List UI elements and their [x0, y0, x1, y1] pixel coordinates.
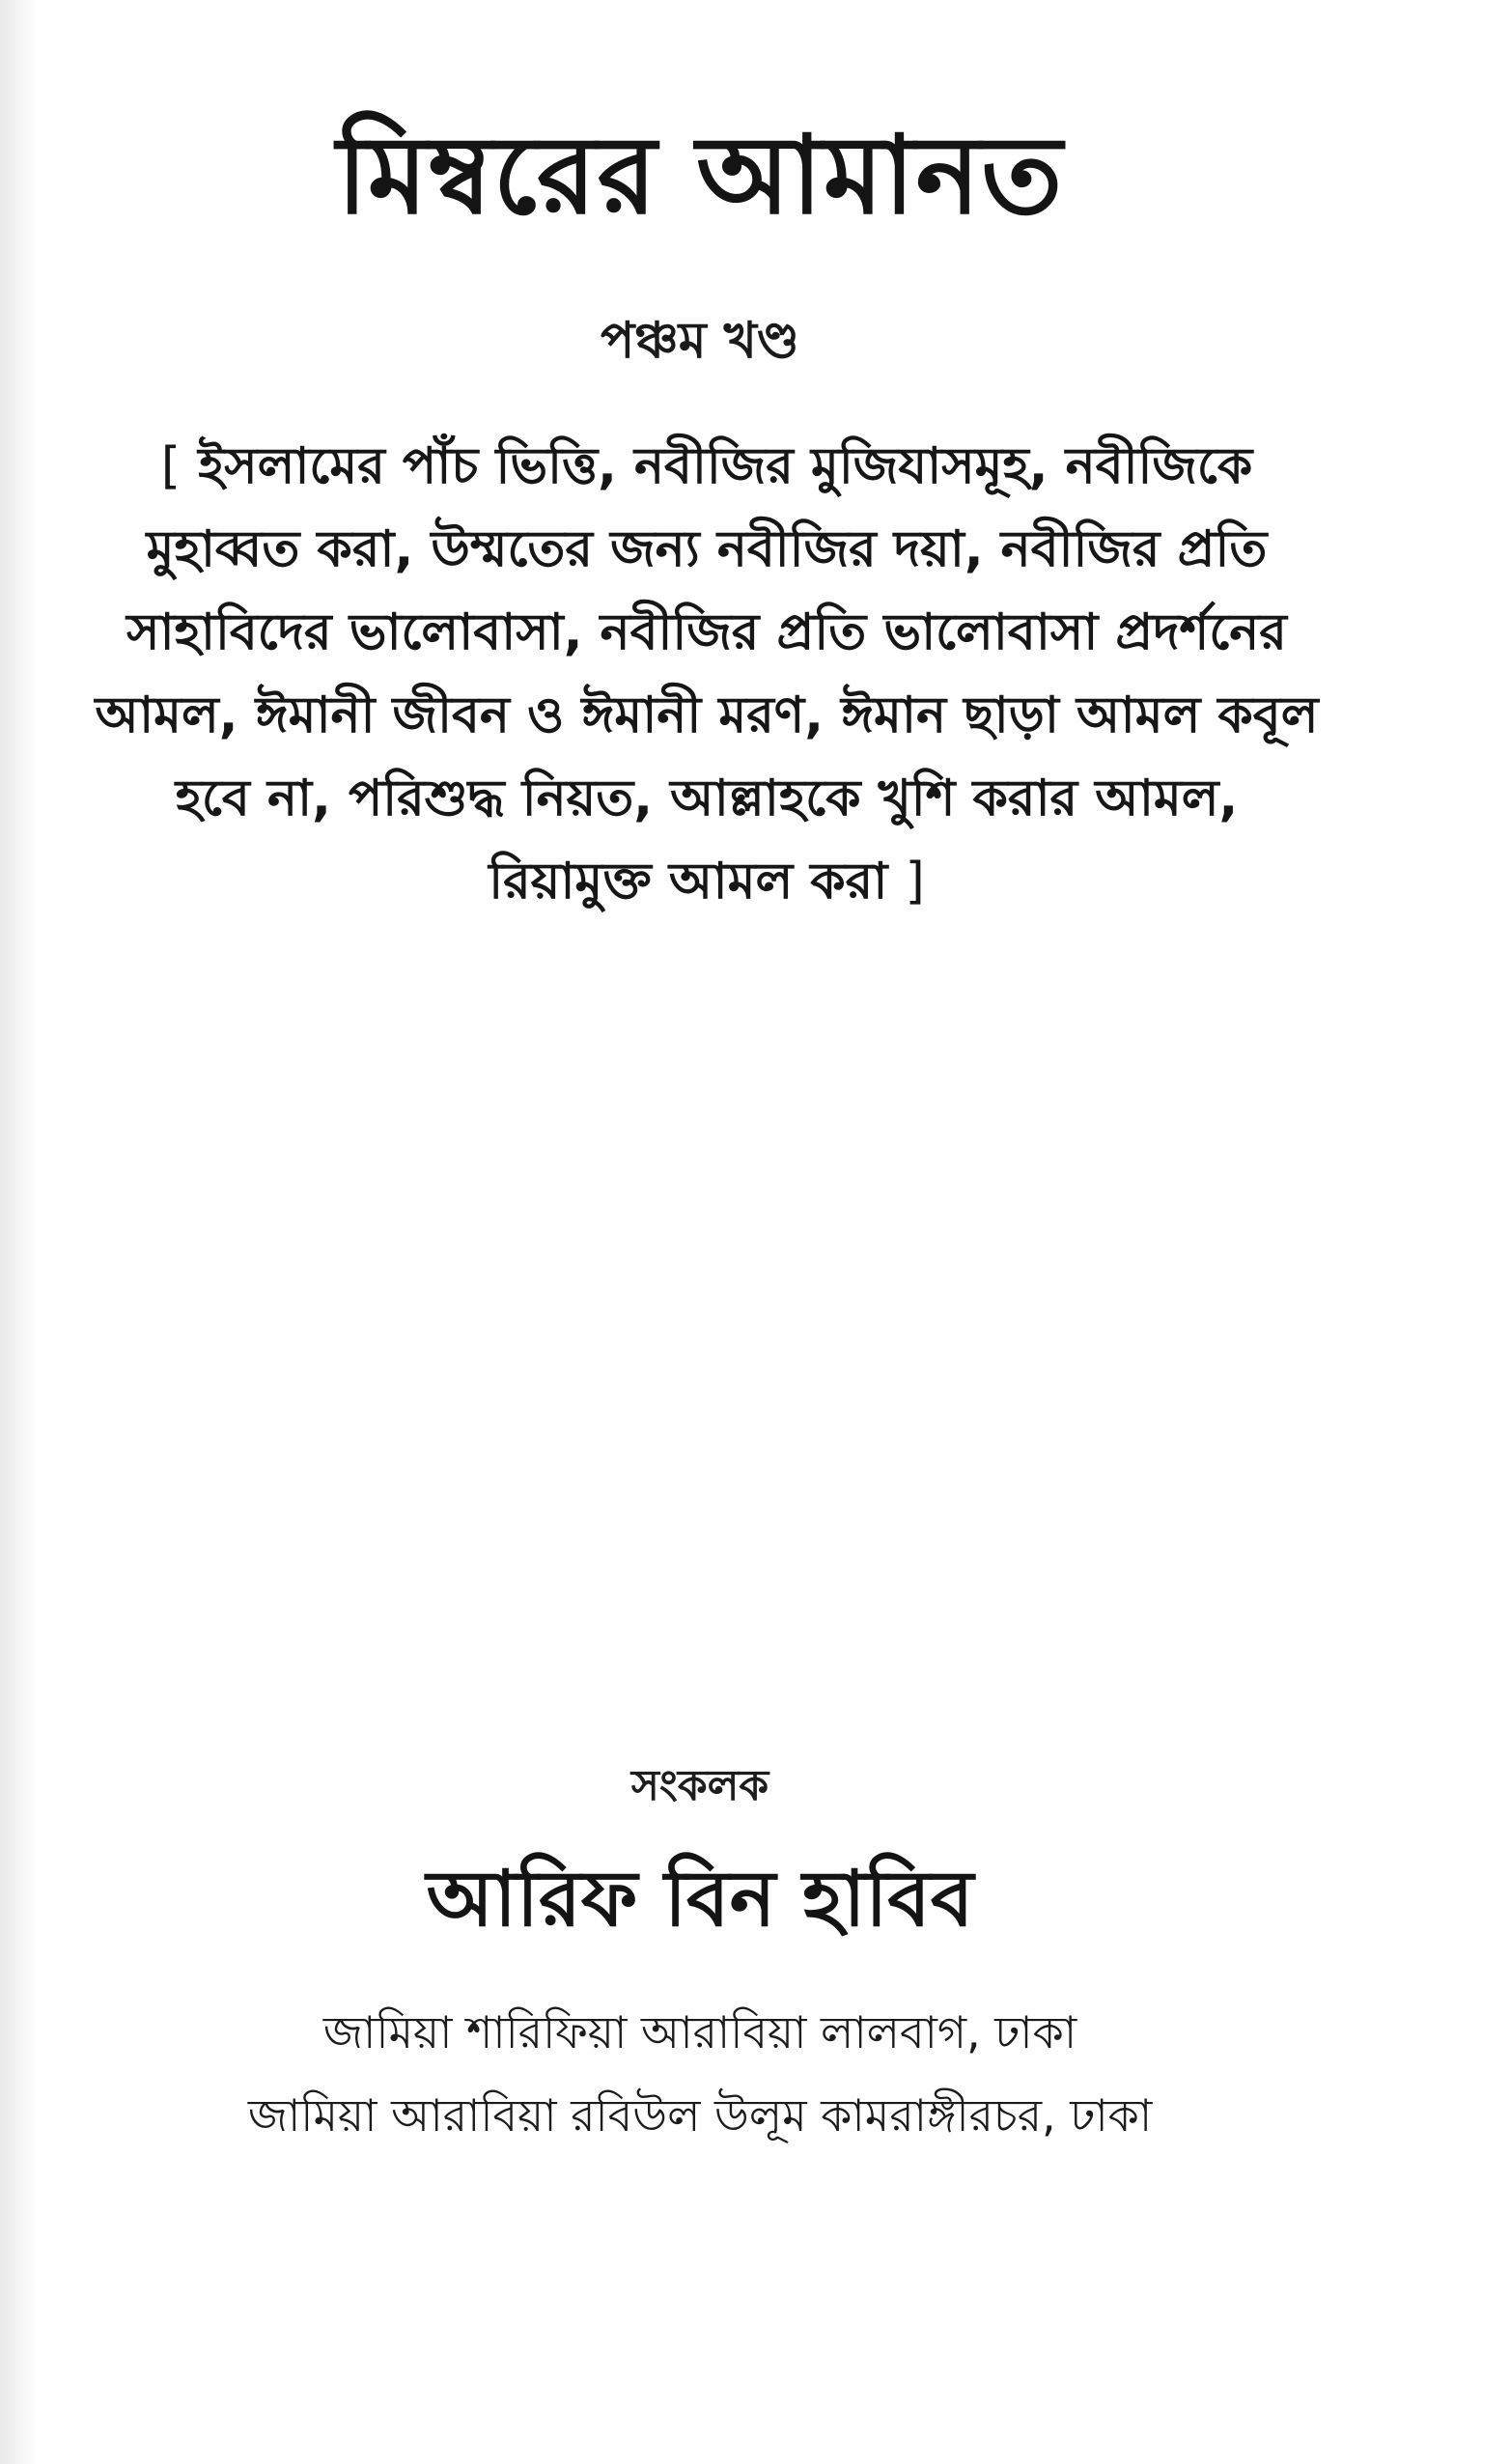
volume-label: পঞ্চম খণ্ড	[601, 312, 799, 370]
topics-text: ইসলামের পাঁচ ভিত্তি, নবীজির মুজিযাসমূহ, নবীজিকে মুহাব্বত করা, উম্মতের জন্য নবীজির দয়া, নবীজির প্রতি সাহাবিদের ভালোবাসা, নবীজির প্রতি ভালোবাসা প্রদর্শনের আমল, ঈমানী জীবন ও ঈমানী মরণ, ঈমান ছাড়া আমল কবূল হবে না, পরিশুদ্ধ নিয়ত, আল্লাহকে খুশি করার আমল, রিয়ামুক্ত আমল করা	[95, 437, 1319, 910]
compiler-label: সংকলক	[630, 1761, 769, 1810]
author-name: আরিফ বিন হাবিব	[426, 1854, 974, 1944]
affiliation-line: জামিয়া শারিফিয়া আরাবিয়া লালবাগ, ঢাকা	[322, 2006, 1077, 2058]
topics-open-bracket: [	[160, 437, 182, 495]
topics-close-bracket: ]	[905, 853, 925, 910]
affiliation-line: জামিয়া আরাবিয়া রবিউল উলূম কামরাঙ্গীরচর, ঢাকা	[247, 2089, 1153, 2142]
topics-list	[89, 425, 1325, 923]
affiliations	[0, 1991, 1400, 2157]
book-title: মিম্বরের আমানত	[336, 113, 1064, 238]
